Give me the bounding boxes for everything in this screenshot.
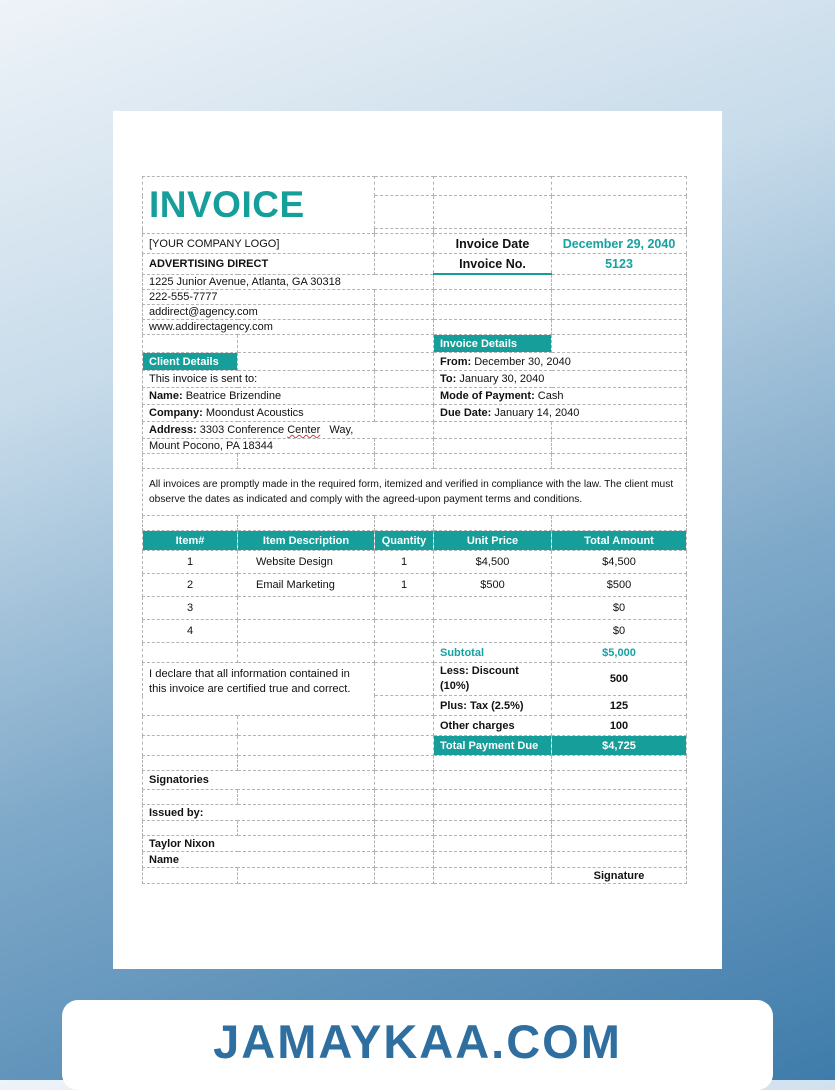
company-phone: 222-555-7777 bbox=[143, 290, 375, 305]
invoice-number-label: Invoice No. bbox=[434, 254, 552, 275]
cell: $0 bbox=[552, 597, 687, 620]
invoice-date-value: December 29, 2040 bbox=[552, 234, 687, 254]
cell bbox=[434, 597, 552, 620]
client-address-value-2: Center bbox=[287, 424, 321, 436]
client-company bbox=[143, 405, 375, 422]
other-charges-label: Other charges bbox=[434, 716, 552, 736]
col-quantity: Quantity bbox=[375, 531, 434, 551]
client-name-label: Name: bbox=[149, 390, 183, 402]
client-address-value-1: 3303 Conference bbox=[199, 424, 285, 436]
from-label: From: bbox=[440, 355, 472, 368]
client-address-value-3: Way, bbox=[329, 424, 354, 436]
brand-footer bbox=[62, 1000, 773, 1090]
subtotal-label: Subtotal bbox=[434, 643, 552, 663]
cell: 1 bbox=[143, 551, 238, 574]
cell: $4,500 bbox=[552, 551, 687, 574]
client-intro: This invoice is sent to: bbox=[143, 371, 375, 388]
cell: 2 bbox=[143, 574, 238, 597]
signatories-heading: Signatories bbox=[143, 771, 375, 790]
other-charges-value: 100 bbox=[552, 716, 687, 736]
tax-label: Plus: Tax (2.5%) bbox=[434, 696, 552, 716]
cell bbox=[375, 597, 434, 620]
cell bbox=[238, 597, 375, 620]
cell: $4,500 bbox=[434, 551, 552, 574]
cell bbox=[375, 620, 434, 643]
cell: 1 bbox=[375, 551, 434, 574]
cell: 3 bbox=[143, 597, 238, 620]
table-row bbox=[143, 574, 687, 597]
cell bbox=[434, 620, 552, 643]
cell: 1 bbox=[375, 574, 434, 597]
company-logo: [YOUR COMPANY LOGO] bbox=[143, 234, 375, 254]
mode-label: Mode of Payment: bbox=[440, 390, 535, 402]
to-value: January 30, 2040 bbox=[459, 373, 545, 385]
col-total: Total Amount bbox=[552, 531, 687, 551]
company-name: ADVERTISING DIRECT bbox=[143, 254, 375, 275]
invoice-from bbox=[434, 353, 687, 371]
client-address-label: Address: bbox=[149, 424, 197, 436]
client-details-heading: Client Details bbox=[143, 353, 238, 371]
client-name bbox=[143, 388, 375, 405]
subtotal-value: $5,000 bbox=[552, 643, 687, 663]
cell: Website Design bbox=[238, 551, 375, 574]
invoice-date-label: Invoice Date bbox=[434, 234, 552, 254]
col-unit-price: Unit Price bbox=[434, 531, 552, 551]
due-value: January 14, 2040 bbox=[494, 407, 580, 419]
discount-label: Less: Discount (10%) bbox=[434, 663, 552, 696]
cell: 4 bbox=[143, 620, 238, 643]
company-website: www.addirectagency.com bbox=[143, 320, 375, 335]
cell: $0 bbox=[552, 620, 687, 643]
declaration-text: I declare that all information contained in this invoice are certified true and correct. bbox=[143, 663, 375, 716]
table-row bbox=[143, 620, 687, 643]
tax-value: 125 bbox=[552, 696, 687, 716]
table-row bbox=[143, 551, 687, 574]
company-email: addirect@agency.com bbox=[143, 305, 375, 320]
brand-logo: JAMAYKAA.COM bbox=[213, 1015, 622, 1068]
due-label: Due Date: bbox=[440, 407, 492, 419]
company-address: 1225 Junior Avenue, Atlanta, GA 30318 bbox=[143, 274, 434, 290]
invoice-title-cell bbox=[143, 177, 375, 234]
invoice-details-heading: Invoice Details bbox=[434, 335, 552, 353]
client-company-label: Company: bbox=[149, 407, 203, 419]
from-value: December 30, 2040 bbox=[474, 355, 571, 368]
cell: $500 bbox=[552, 574, 687, 597]
client-company-value: Moondust Acoustics bbox=[205, 407, 304, 419]
cell bbox=[238, 620, 375, 643]
terms-text: All invoices are promptly made in the required form, itemized and verified in compliance with the law. The client must observe the dates as indicated and comply with the agreed-upon payment terms and conditions. bbox=[143, 469, 687, 516]
invoice-to bbox=[434, 371, 687, 388]
table-row bbox=[143, 597, 687, 620]
col-description: Item Description bbox=[238, 531, 375, 551]
name-label: Name bbox=[143, 852, 375, 868]
invoice-grid bbox=[142, 176, 687, 884]
client-name-value: Beatrice Brizendine bbox=[185, 390, 282, 402]
to-label: To: bbox=[440, 373, 457, 385]
cell: $500 bbox=[434, 574, 552, 597]
cell: Email Marketing bbox=[238, 574, 375, 597]
signer-name: Taylor Nixon bbox=[143, 836, 375, 852]
client-address-line2: Mount Pocono, PA 18344 bbox=[143, 439, 375, 454]
col-item-number: Item# bbox=[143, 531, 238, 551]
items-header-row bbox=[143, 531, 687, 551]
invoice-number-value: 5123 bbox=[552, 254, 687, 275]
due-date bbox=[434, 405, 687, 422]
invoice-title: INVOICE bbox=[149, 184, 305, 225]
discount-value: 500 bbox=[552, 663, 687, 696]
mode-value: Cash bbox=[537, 390, 564, 402]
invoice-page bbox=[113, 111, 722, 969]
total-due-value: $4,725 bbox=[552, 736, 687, 756]
signature-label: Signature bbox=[552, 868, 687, 884]
total-due-label: Total Payment Due bbox=[434, 736, 552, 756]
issued-by-label: Issued by: bbox=[143, 805, 375, 821]
payment-mode bbox=[434, 388, 687, 405]
client-address bbox=[143, 422, 434, 439]
